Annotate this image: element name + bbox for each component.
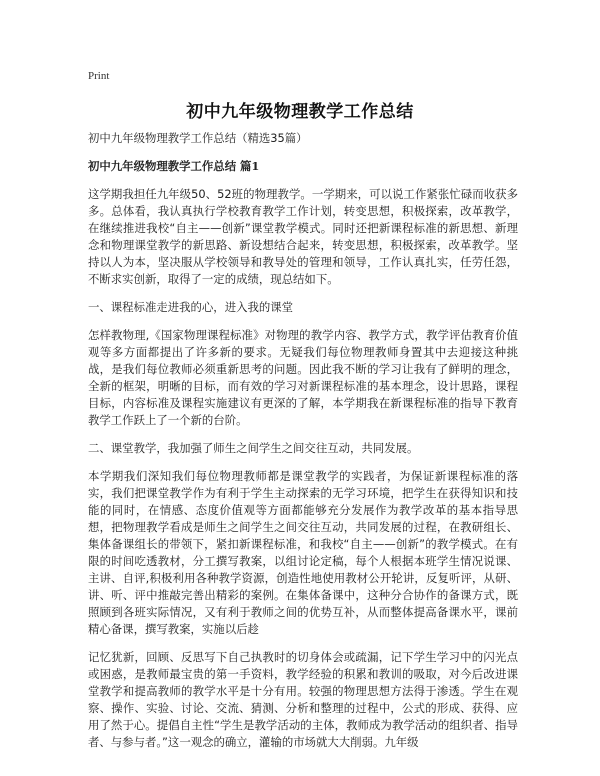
page-title: 初中九年级物理教学工作总结 — [186, 102, 414, 122]
section-title: 初中九年级物理教学工作总结 篇1 — [88, 159, 260, 173]
document-body — [88, 130, 518, 762]
paragraph-intro: 这学期我担任九年级50、52班的物理教学。一学期来，可以说工作紧张忙碌而收获多多。总体看，我认真执行学校教育教学工作计划，转变思想，积极探索，改革教学，在继续推进我校“自主——创新”课堂教学模式。同时还把新课程标准的新思想、新理念和物理课堂教学的新思路、新设想结合起来，转变思想，积极探索，改革教学。坚持以人为本，坚决服从学校领导和教导处的管理和领导，工作认真扎实，任劳任怨，不断求实创新，取得了一定的成绩，现总结如下。 — [88, 187, 518, 286]
heading-one: 一、课程标准走进我的心，进入我的课堂 — [88, 300, 294, 314]
document-subtitle: 初中九年级物理教学工作总结（精选35篇） — [88, 131, 308, 145]
paragraph-curriculum: 怎样教物理,《国家物理课程标准》对物理的教学内容、教学方式，教学评估教育价值观等多方面都提出了许多新的要求。无疑我们每位物理教师身置其中去迎接这种挑战，是我们每位教师必须重新思考的问题。因此我不断的学习让我有了鲜明的理念，全新的框架，明晰的目标，而有效的学习对新课程标准的基本理念，设计思路，课程目标，内容标准及课程实施建议有更深的了解，本学期我在新课程标准的指导下教育教学工作跃上了一个新的台阶。 — [88, 328, 518, 427]
heading-two: 二、课堂教学，我加强了师生之间学生之间交往互动，共同发展。 — [88, 441, 419, 455]
paragraph-reflection: 记忆犹新，回顾、反思写下自己执教时的切身体会或疏漏，记下学生学习中的闪光点或困惑，是教师最宝贵的第一手资料，教学经验的积累和教训的吸取，对今后改进课堂教学和提高教师的教学水平是十分有用。较强的物理思想方法得于渗透。学生在观察、操作、实验、讨论、交流、猜测、分析和整理的过程中，公式的形成、获得、应用了然于心。提倡自主性“学生是教学活动的主体，教师成为教学活动的组织者、指导者、与参与者。”这一观念的确立，灌输的市场就大大削弱。九年级 — [88, 650, 518, 749]
paragraph-classroom: 本学期我们深知我们每位物理教师都是课堂教学的实践者，为保证新课程标准的落实，我们把课堂教学作为有利于学生主动探索的无学习环境，把学生在获得知识和技能的同时，在情感、态度价值观等方面都能够充分发展作为教学改革的基本指导思想，把物理教学看成是师生之间学生之间交往互动，共同发展的过程，在教研组长、集体备课组长的带领下，紧扣新课程标准，和我校“自主——创新”的教学模式。在有限的时间吃透教材，分工撰写教案，以组讨论定稿，每个人根据本班学生情况说课、主讲、自评,积极利用各种教学资源，创造性地使用教材公开轮讲，反复听评，从研、讲、听、评中推敲完善出精彩的案例。在集体备课中，这种分合协作的备课方式，既照顾到各班实际情况，又有利于教师之间的优势互补，从而整体提高备课水平，课前精心备课，撰写教案，实施以后趁 — [88, 469, 518, 636]
print-link[interactable]: Print — [88, 70, 110, 82]
